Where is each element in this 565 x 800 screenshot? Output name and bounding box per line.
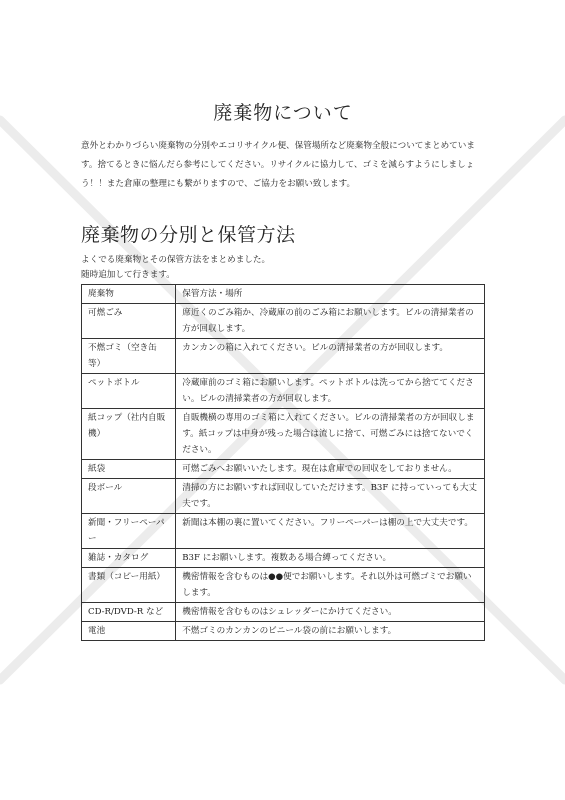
storage-method-cell: 機密情報を含むものはシュレッダーにかけてください。 [176, 603, 485, 622]
table-row [82, 304, 485, 339]
table-row [82, 514, 485, 549]
storage-method-cell: 席近くのごみ箱か、冷蔵庫の前のごみ箱にお願いします。ビルの清掃業者の方が回収します。 [176, 304, 485, 339]
waste-table [81, 284, 485, 641]
table-row [82, 409, 485, 460]
lead-line: 随時追加して行きます。 [81, 270, 175, 280]
storage-method-cell: 清掃の方にお願いすれば回収していただけます。B3F に持っていっても大丈夫です。 [176, 479, 485, 514]
waste-type-cell: 新聞・フリーペーパー [82, 514, 176, 549]
document-page [81, 98, 485, 641]
table-row [82, 549, 485, 568]
table-row [82, 374, 485, 409]
table-row [82, 479, 485, 514]
storage-method-cell: 自販機横の専用のゴミ箱に入れてください。ビルの清掃業者の方が回収します。紙コップは中身が残った場合は流しに捨て、可燃ごみには捨てないでください。 [176, 409, 485, 460]
intro-paragraph: 意外とわかりづらい廃棄物の分別やエコリサイクル便、保管場所など廃棄物全般についてまとめています。捨てるときに悩んだら参考にしてください。リサイクルに協力して、ゴミを減らすようにしましょう！！また倉庫の整理にも繋がりますので、ご協力をお願い致します。 [81, 141, 475, 189]
waste-type-cell: CD-R/DVD-R など [82, 603, 176, 622]
waste-type-cell: 段ボール [82, 479, 176, 514]
column-header: 保管方法・場所 [176, 285, 485, 304]
waste-type-cell: 書類（コピー用紙） [82, 568, 176, 603]
storage-method-cell: カンカンの箱に入れてください。ビルの清掃業者の方が回収します。 [176, 339, 485, 374]
column-header: 廃棄物 [82, 285, 176, 304]
storage-method-cell: 不燃ゴミのカンカンのビニール袋の前にお願いします。 [176, 622, 485, 641]
waste-type-cell: 不燃ゴミ（空き缶等） [82, 339, 176, 374]
lead-line: よくでる廃棄物とその保管方法をまとめました。 [81, 255, 271, 265]
storage-method-cell: 可燃ごみへお願いいたします。現在は倉庫での回収をしておりません。 [176, 460, 485, 479]
table-row [82, 622, 485, 641]
waste-type-cell: 紙袋 [82, 460, 176, 479]
storage-method-cell: B3F にお願いします。複数ある場合縛ってください。 [176, 549, 485, 568]
waste-type-cell: ペットボトル [82, 374, 176, 409]
waste-type-cell: 紙コップ（社内自販機） [82, 409, 176, 460]
section-title: 廃棄物の分別と保管方法 [81, 224, 296, 246]
table-row [82, 339, 485, 374]
waste-type-cell: 雑誌・カタログ [82, 549, 176, 568]
table-row [82, 603, 485, 622]
table-header-row [82, 285, 485, 304]
storage-method-cell: 冷蔵庫前のゴミ箱にお願いします。ペットボトルは洗ってから捨ててください。ビルの清掃業者の方が回収します。 [176, 374, 485, 409]
waste-type-cell: 電池 [82, 622, 176, 641]
storage-method-cell: 新聞は本棚の裏に置いてください。フリーペーパーは棚の上で大丈夫です。 [176, 514, 485, 549]
storage-method-cell: 機密情報を含むものは●●便でお願いします。それ以外は可燃ゴミでお願いします。 [176, 568, 485, 603]
waste-type-cell: 可燃ごみ [82, 304, 176, 339]
table-row [82, 568, 485, 603]
table-row [82, 460, 485, 479]
page-title: 廃棄物について [213, 102, 353, 124]
